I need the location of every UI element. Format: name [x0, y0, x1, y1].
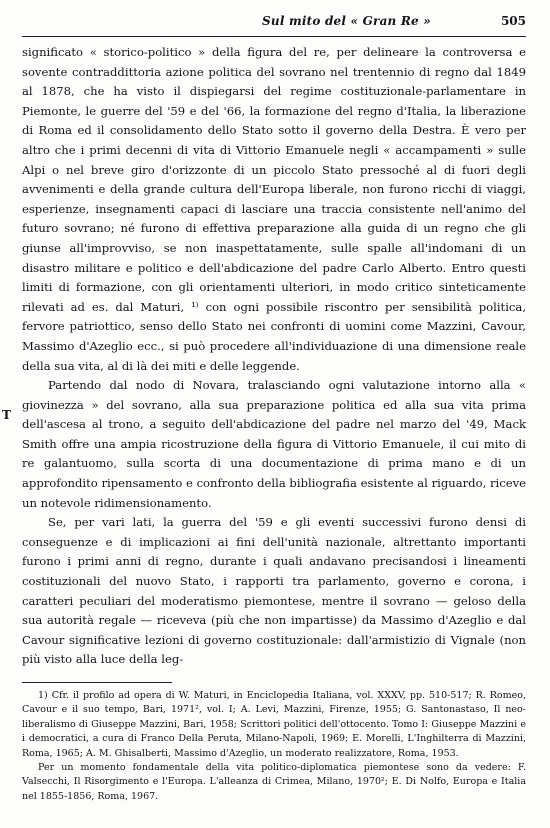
footnote-rule	[22, 682, 172, 683]
footnote: Per un momento fondamentale della vita politico-diplomatica piemontese sono da vedere: F. Valsecchi, Il Risorgimento e l'Europa. L'alleanza di Crimea, Milano, 1970²; E. Di Nolfo, Europa e Italia nel 1855-1856, Roma, 1967.	[22, 762, 526, 802]
margin-mark: T	[2, 408, 11, 422]
page-number: 505	[500, 14, 526, 28]
body-text	[22, 43, 526, 670]
paragraph: Se, per vari lati, la guerra del '59 e gli eventi successivi furono densi di conseguenze e di implicazioni ai fini dell'unità nazionale, altrettanto importanti furono i primi anni di regno, durante i quali andavano precisandosi i lineamenti costituzionali del nuovo Stato, i rapporti tra parlamento, governo e corona, i caratteri peculiari del moderatismo piemontese, mentre il sovrano — geloso della sua autorità regale — riceveva (più che non impartisse) da Massimo d'Azeglio e dal Cavour significative lezioni di governo costituzionale: dall'armistizio di Vignale (non più visto alla luce della leg-	[22, 515, 526, 667]
paragraph: significato « storico-politico » della figura del re, per delineare la controversa e sovente contraddittoria azione politica del sovrano nel trentennio di regno dal 1849 al 1878, che ha visto il dispiegarsi del regime costituzionale-parlamentare in Piemonte, le guerre del '59 e del '66, la formazione del regno d'Italia, la liberazione di Roma ed il consolidamento dello Stato sotto il governo della Destra. È vero per altro che i primi decenni di vita di Vittorio Emanuele negli « accampamenti » sulle Alpi o nel breve giro d'orizzonte di un piccolo Stato pressoché al di fuori degli avvenimenti e della grande cultura dell'Europa liberale, non furono ricchi di viaggi, esperienze, insegnamenti capaci di lasciare una traccia consistente nell'animo del futuro sovrano; né furono di effettiva preparazione alla guida di un regno che gli giunse all'improvviso, se non inaspettatamente, sulle spalle all'indomani di un disastro militare e politico e dell'abdicazione del padre Carlo Alberto. Entro questi limiti di formazione, con gli orientamenti ulteriori, in modo critico sinteticamente rilevati ad es. dal Maturi, ¹⁾ con ogni possibile riscontro per sensibilità politica, fervore patriottico, senso dello Stato nei confronti di uomini come Mazzini, Cavour, Massimo d'Azeglio ecc., si può procedere all'individuazione di una dimensione reale della sua vita, al di là dei miti e delle leggende.	[22, 45, 526, 373]
footnotes	[22, 689, 526, 804]
footnote: 1) Cfr. il profilo ad opera di W. Maturi, in Enciclopedia Italiana, vol. XXXV, pp. 510-517; R. Romeo, Cavour e il suo tempo, Bari, 1971², vol. I; A. Levi, Mazzini, Firenze, 1955; G. Santonastaso, Il neo-liberalismo di Giuseppe Mazzini, Bari, 1958; Scrittori politici dell'ottocento. Tomo I: Giuseppe Mazzini e i democratici, a cura di Franco Della Peruta, Milano-Napoli, 1969; E. Morelli, L'Inghilterra di Mazzini, Roma, 1965; A. M. Ghisalberti, Massimo d'Azeglio, un moderato realizzatore, Roma, 1953.	[22, 690, 526, 759]
page-header	[22, 14, 526, 34]
running-title: Sul mito del « Gran Re »	[262, 14, 431, 28]
header-rule	[22, 36, 526, 37]
paragraph: Partendo dal nodo di Novara, tralasciando ogni valutazione intorno alla « giovinezza » del sovrano, alla sua preparazione politica ed alla sua vita prima dell'ascesa al trono, a seguito dell'abdicazione del padre nel marzo del '49, Mack Smith offre una ampia ricostruzione della figura di Vittorio Emanuele, il cui mito di re galantuomo, sulla scorta di una documentazione di prima mano e di un approfondito ripensamento e confronto della bibliografia esistente al riguardo, riceve un notevole ridimensionamento.	[22, 378, 526, 510]
